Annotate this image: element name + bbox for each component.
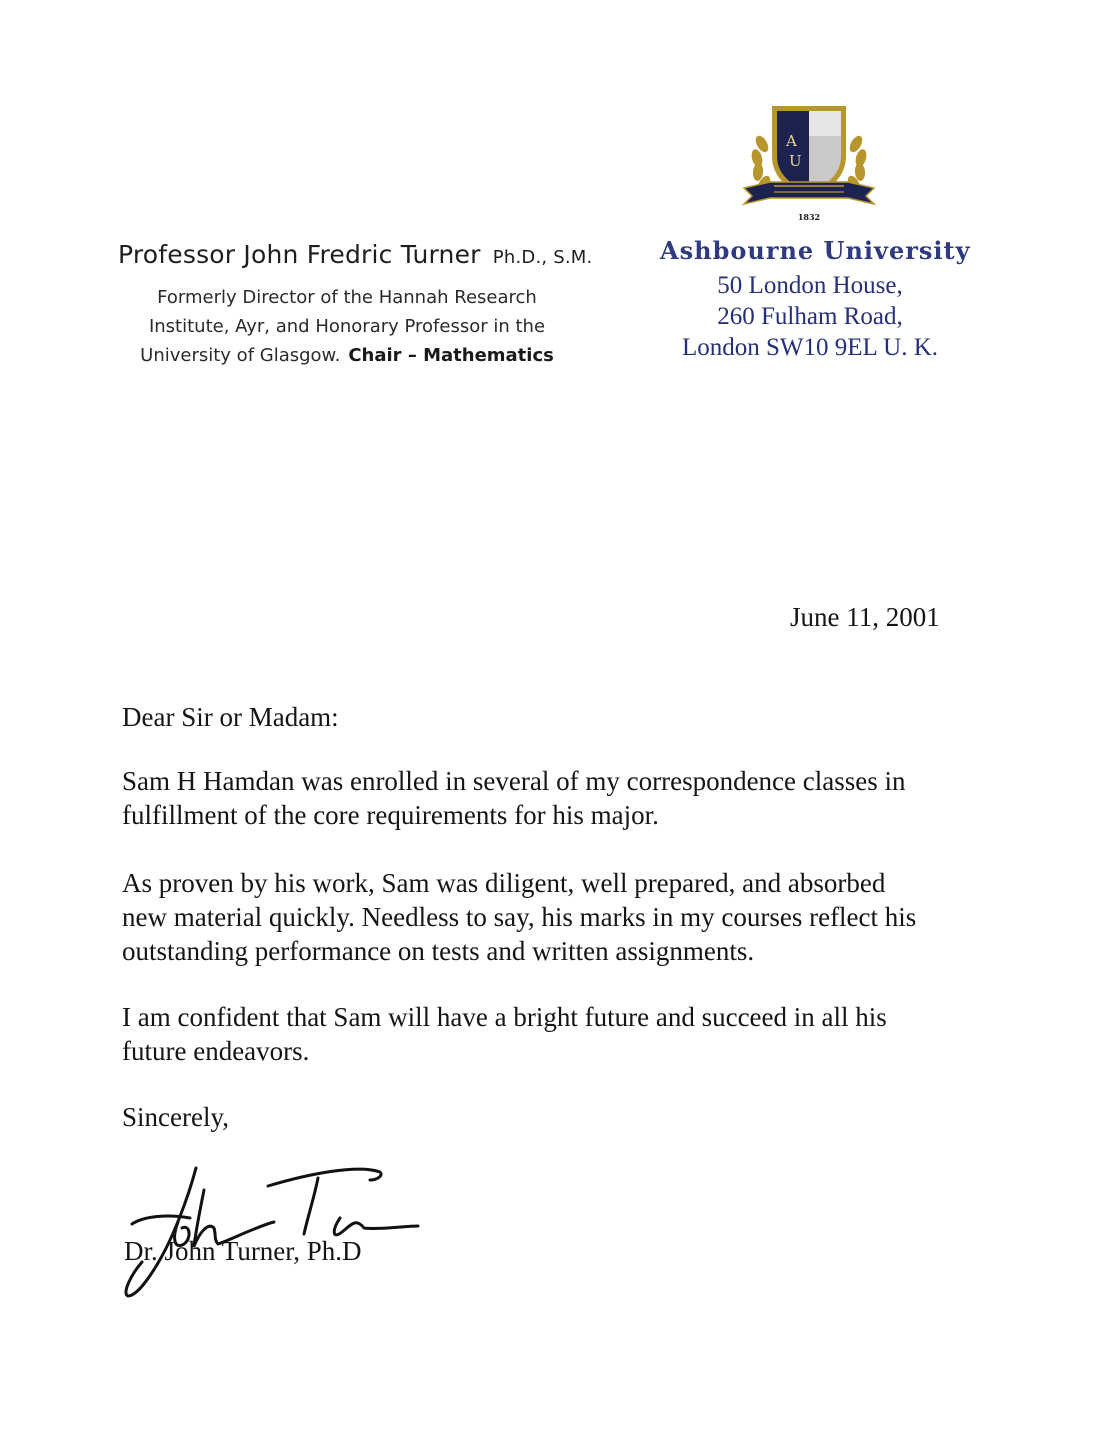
paragraph-line: As proven by his work, Sam was diligent, well prepared, and absorbed — [122, 868, 886, 898]
chair-title: Chair – Mathematics — [348, 345, 554, 366]
paragraph-line: new material quickly. Needless to say, his marks in my courses reflect his — [122, 902, 917, 932]
university-crest-logo — [740, 96, 878, 226]
crest-initials: A — [786, 132, 797, 150]
paragraph-line: I am confident that Sam will have a bright future and succeed in all his — [122, 1002, 887, 1032]
svg-text:U: U — [789, 152, 802, 170]
salutation: Dear Sir or Madam: — [122, 702, 339, 732]
letterhead-description — [112, 283, 582, 370]
letterhead-name — [118, 240, 592, 269]
paragraph — [122, 1000, 1002, 1068]
description-line: Institute, Ayr, and Honorary Professor in the — [148, 316, 546, 337]
address-line: 50 London House, — [717, 272, 903, 299]
letter-date: June 11, 2001 — [790, 602, 940, 632]
signer-name: Dr. John Turner, Ph.D — [124, 1236, 362, 1266]
description-line: University of Glasgow. — [140, 345, 341, 366]
paragraph-line: future endeavors. — [122, 1036, 310, 1066]
professor-name: Professor John Fredric Turner — [118, 240, 481, 269]
address-line: London SW10 9EL U. K. — [682, 334, 938, 361]
paragraph — [122, 764, 1002, 832]
address-line: 260 Fulham Road, — [717, 303, 903, 330]
crest-year: 1832 — [797, 212, 821, 222]
professor-credentials: Ph.D., S.M. — [492, 247, 593, 268]
ribbon-banner-icon — [744, 182, 874, 204]
paragraph — [122, 866, 1002, 968]
university-address — [640, 270, 980, 363]
paragraph-line: outstanding performance on tests and written assignments. — [122, 936, 755, 966]
paragraph-line: Sam H Hamdan was enrolled in several of my correspondence classes in — [122, 766, 906, 796]
paragraph-line: fulfillment of the core requirements for his major. — [122, 800, 659, 830]
description-line-with-chair — [112, 341, 582, 370]
university-name: Ashbourne University — [660, 236, 971, 265]
closing: Sincerely, — [122, 1102, 229, 1132]
handwritten-signature — [118, 1158, 438, 1306]
description-line: Formerly Director of the Hannah Research — [157, 287, 537, 308]
